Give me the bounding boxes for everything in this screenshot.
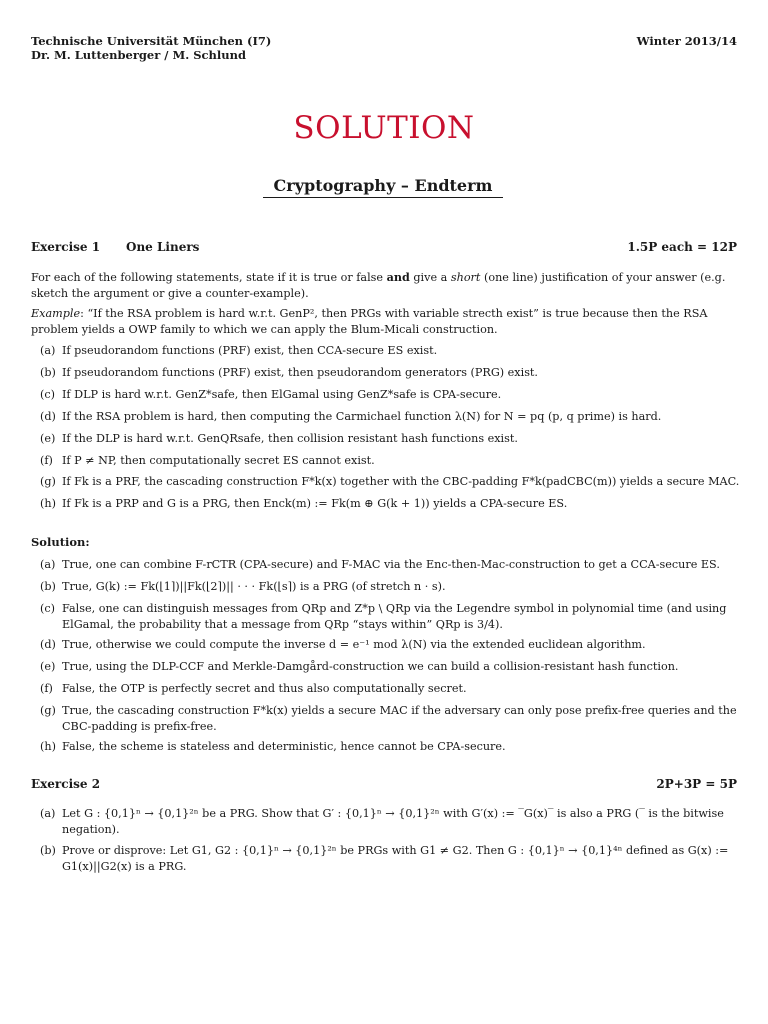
statement-e: (e) If the DLP is hard w.r.t. GenQRsafe, then collision resistant hash functions exist. <box>40 432 518 445</box>
statement-h: (h) If Fk is a PRP and G is a PRG, then Enck(m) := Fk(m ⊕ G(k + 1)) yields a CPA-secure ES. <box>40 497 568 510</box>
exam-subtitle: Cryptography – Endterm <box>263 176 503 198</box>
statement-d: (d) If the RSA problem is hard, then computing the Carmichael function λ(N) for N = pq (p, q prime) is hard. <box>40 410 662 423</box>
answer-f: (f) False, the OTP is perfectly secret and thus also computationally secret. <box>40 682 467 695</box>
exercise-2-points: 2P+3P = 5P <box>656 777 737 791</box>
exercise-2-part-b: (b) Prove or disprove: Let G1, G2 : {0,1}ⁿ → {0,1}²ⁿ be PRGs with G1 ≠ G2. Then G : {0,1}ⁿ → {0,1}⁴ⁿ defined as G(x) := G1(x)||G2(x) is a PRG. <box>40 844 729 873</box>
statement-f: (f) If P ≠ NP, then computationally secret ES cannot exist. <box>40 454 375 467</box>
statement-a: (a) If pseudorandom functions (PRF) exist, then CCA-secure ES exist. <box>40 344 438 357</box>
answer-b: (b) True, G(k) := Fk(⌊1⌉)||Fk(⌊2⌉)|| · · · Fk(⌊s⌉) is a PRG (of stretch n · s). <box>40 580 446 593</box>
answer-h: (h) False, the scheme is stateless and deterministic, hence cannot be CPA-secure. <box>40 740 506 753</box>
answer-d: (d) True, otherwise we could compute the inverse d = e⁻¹ mod λ(N) via the extended euclidean algorithm. <box>40 638 646 651</box>
authors-header: Dr. M. Luttenberger / M. Schlund <box>31 48 247 62</box>
exercise-2-label: Exercise 2 <box>31 777 101 791</box>
answer-g: (g) True, the cascading construction F*k(x) yields a secure MAC if the adversary can only pose prefix-free queries and the CBC-padding is prefix-free. <box>40 704 737 733</box>
statement-c: (c) If DLP is hard w.r.t. GenZ*safe, then ElGamal using GenZ*safe is CPA-secure. <box>40 388 502 401</box>
answer-e: (e) True, using the DLP-CCF and Merkle-Damgård-construction we can build a collision-resistant hash function. <box>40 660 679 673</box>
exercise-1-example: Example: “If the RSA problem is hard w.r.t. GenP², then PRGs with variable strecth exist” is true because then the RSA problem yields a OWP family to which we can apply the Blum-Micali construction. <box>31 307 708 336</box>
term-header: Winter 2013/14 <box>636 34 737 48</box>
institution-header: Technische Universität München (I7) <box>31 34 272 48</box>
answer-a: (a) True, one can combine F-rCTR (CPA-secure) and F-MAC via the Enc-then-Mac-construction to get a CCA-secure ES. <box>40 558 720 571</box>
statement-g: (g) If Fk is a PRF, the cascading construction F*k(x) together with the CBC-padding F*k(padCBC(m)) yields a secure MAC. <box>40 475 740 488</box>
exercise-1-label: Exercise 1 <box>31 240 101 254</box>
exercise-1-intro: For each of the following statements, state if it is true or false and give a short (one line) justification of your answer (e.g. sketch the argument or give a counter-example). <box>31 270 726 300</box>
exercise-2-part-a: (a) Let G : {0,1}ⁿ → {0,1}²ⁿ be a PRG. Show that G′ : {0,1}ⁿ → {0,1}²ⁿ with G′(x) := ‾G(x)‾ is also a PRG (‾ is the bitwise negation). <box>40 807 724 836</box>
statement-b: (b) If pseudorandom functions (PRF) exist, then pseudorandom generators (PRG) exist. <box>40 366 538 379</box>
exercise-1-points: 1.5P each = 12P <box>627 240 737 254</box>
answer-c: (c) False, one can distinguish messages from QRp and Z*p \ QRp via the Legendre symbol in polynomial time (and using ElGamal, the probability that a message from QRp “stays within” QRp is 3/4). <box>40 602 727 631</box>
solution-title: SOLUTION <box>293 110 475 146</box>
solution-label: Solution: <box>31 535 90 549</box>
exercise-1-topic: One Liners <box>126 240 200 254</box>
